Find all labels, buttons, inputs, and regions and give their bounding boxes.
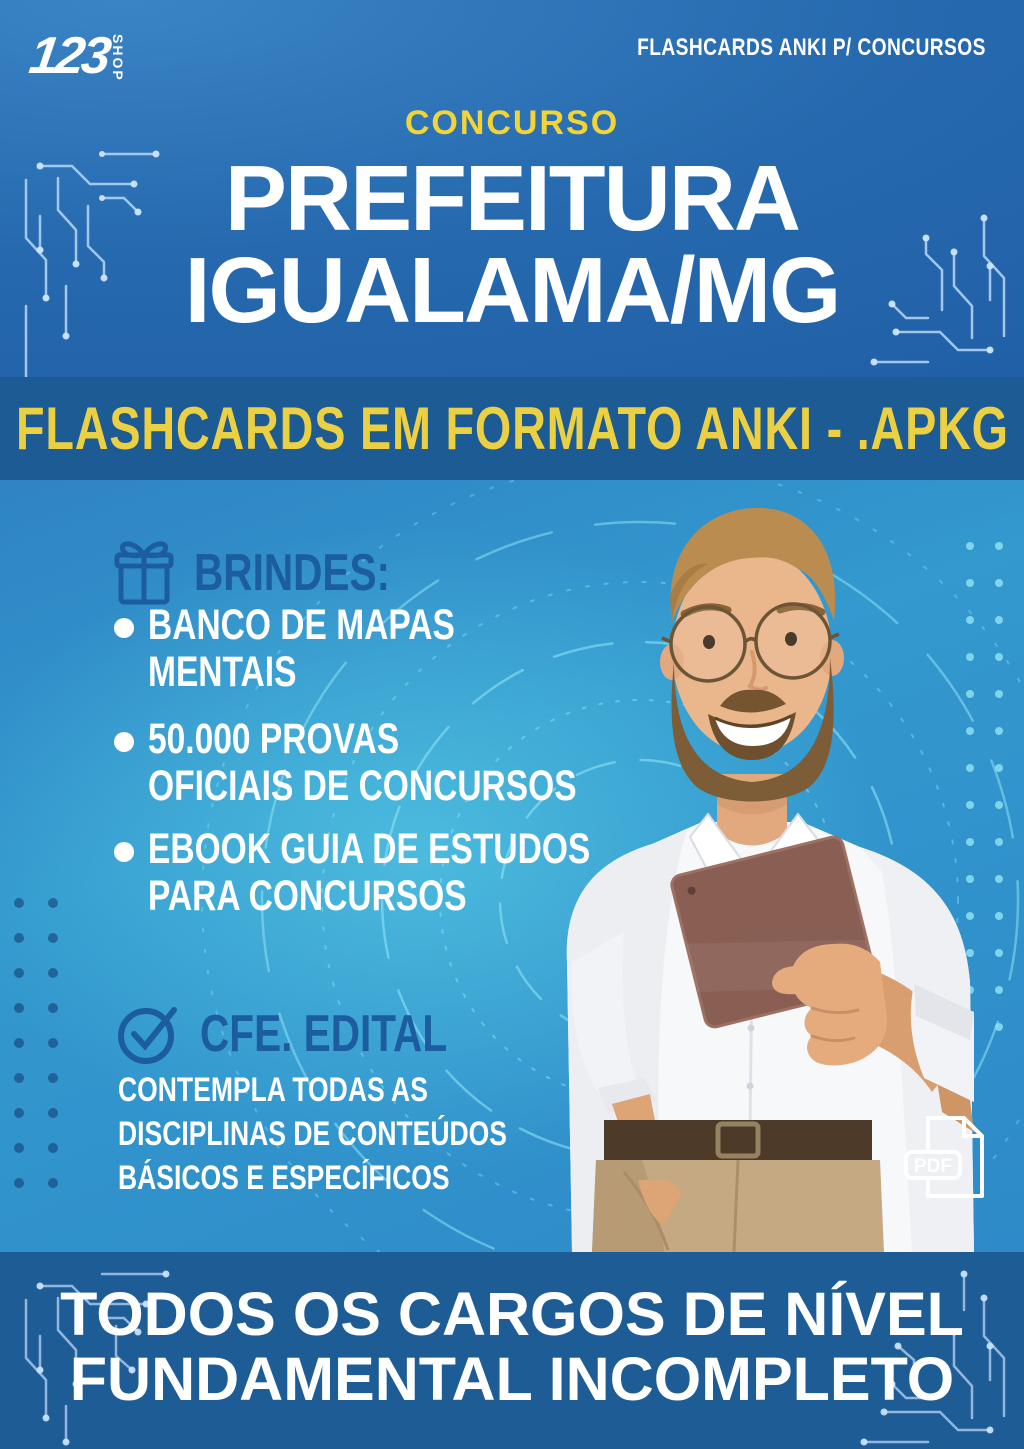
- decorative-dot: [48, 933, 58, 943]
- shop-logo-number: 123: [25, 27, 112, 85]
- edital-heading: [116, 1002, 517, 1066]
- decorative-dot: [14, 1038, 24, 1048]
- footer-text: [0, 1282, 1024, 1412]
- list-item: [108, 716, 698, 810]
- bullet-dot: [114, 618, 134, 638]
- bullet-1-line-2: MENTAIS: [148, 648, 297, 696]
- format-band: [0, 377, 1024, 480]
- pdf-file-icon: [898, 1112, 990, 1204]
- bullet-2-line-2: OFICIAIS DE CONCURSOS: [148, 762, 577, 810]
- gift-icon: [112, 538, 176, 608]
- shop-logo-word: SHOP: [109, 34, 126, 82]
- pdf-icon-label: PDF: [914, 1156, 952, 1177]
- edital-line-1: CONTEMPLA TODAS AS: [118, 1071, 428, 1109]
- decorative-dot: [48, 898, 58, 908]
- check-circle-icon: [116, 1002, 182, 1066]
- bullet-1-line-1: BANCO DE MAPAS: [148, 601, 455, 649]
- decorative-dot: [14, 968, 24, 978]
- format-band-text: FLASHCARDS EM FORMATO ANKI - .APKG: [15, 395, 1009, 462]
- top-section: [0, 0, 1024, 377]
- decorative-dot: [14, 898, 24, 908]
- list-item: [108, 602, 541, 696]
- bullet-3-line-2: PARA CONCURSOS: [148, 872, 467, 920]
- top-tagline: FLASHCARDS ANKI P/ CONCURSOS: [637, 34, 986, 61]
- decorative-dot: [48, 1108, 58, 1118]
- decorative-dot: [14, 933, 24, 943]
- edital-line-2: DISCIPLINAS DE CONTEÚDOS: [118, 1115, 508, 1153]
- dot-grid-left: [14, 898, 74, 1198]
- page-title: [0, 146, 1024, 342]
- decorative-dot: [48, 1003, 58, 1013]
- shop-logo: [25, 27, 169, 85]
- footer-line-2: FUNDAMENTAL INCOMPLETO: [69, 1345, 955, 1413]
- bullet-dot: [114, 842, 134, 862]
- decorative-dot: [14, 1143, 24, 1153]
- decorative-dot: [14, 1178, 24, 1188]
- mid-section: [0, 480, 1024, 1252]
- decorative-dot: [48, 1143, 58, 1153]
- footer-line-1: TODOS OS CARGOS DE NÍVEL: [60, 1280, 964, 1348]
- title-line-2: IGUALAMA/MG: [184, 238, 840, 342]
- brindes-heading: [112, 538, 445, 608]
- brindes-heading-label: BRINDES:: [194, 544, 391, 602]
- edital-paragraph: [118, 1068, 617, 1200]
- decorative-dot: [14, 1073, 24, 1083]
- bullet-dot: [114, 732, 134, 752]
- bullet-3-line-1: EBOOK GUIA DE ESTUDOS: [148, 825, 591, 873]
- bullet-2-line-1: 50.000 PROVAS: [148, 715, 400, 763]
- edital-heading-label: CFE. EDITAL: [200, 1005, 448, 1063]
- title-line-1: PREFEITURA: [224, 146, 800, 250]
- decorative-dot: [14, 1003, 24, 1013]
- decorative-dot: [14, 1108, 24, 1118]
- kicker-concurso: CONCURSO: [404, 104, 620, 142]
- decorative-dot: [48, 1073, 58, 1083]
- list-item: [108, 826, 715, 920]
- edital-line-3: BÁSICOS E ESPECÍFICOS: [118, 1159, 450, 1197]
- decorative-dot: [48, 1038, 58, 1048]
- decorative-dot: [48, 968, 58, 978]
- decorative-dot: [48, 1178, 58, 1188]
